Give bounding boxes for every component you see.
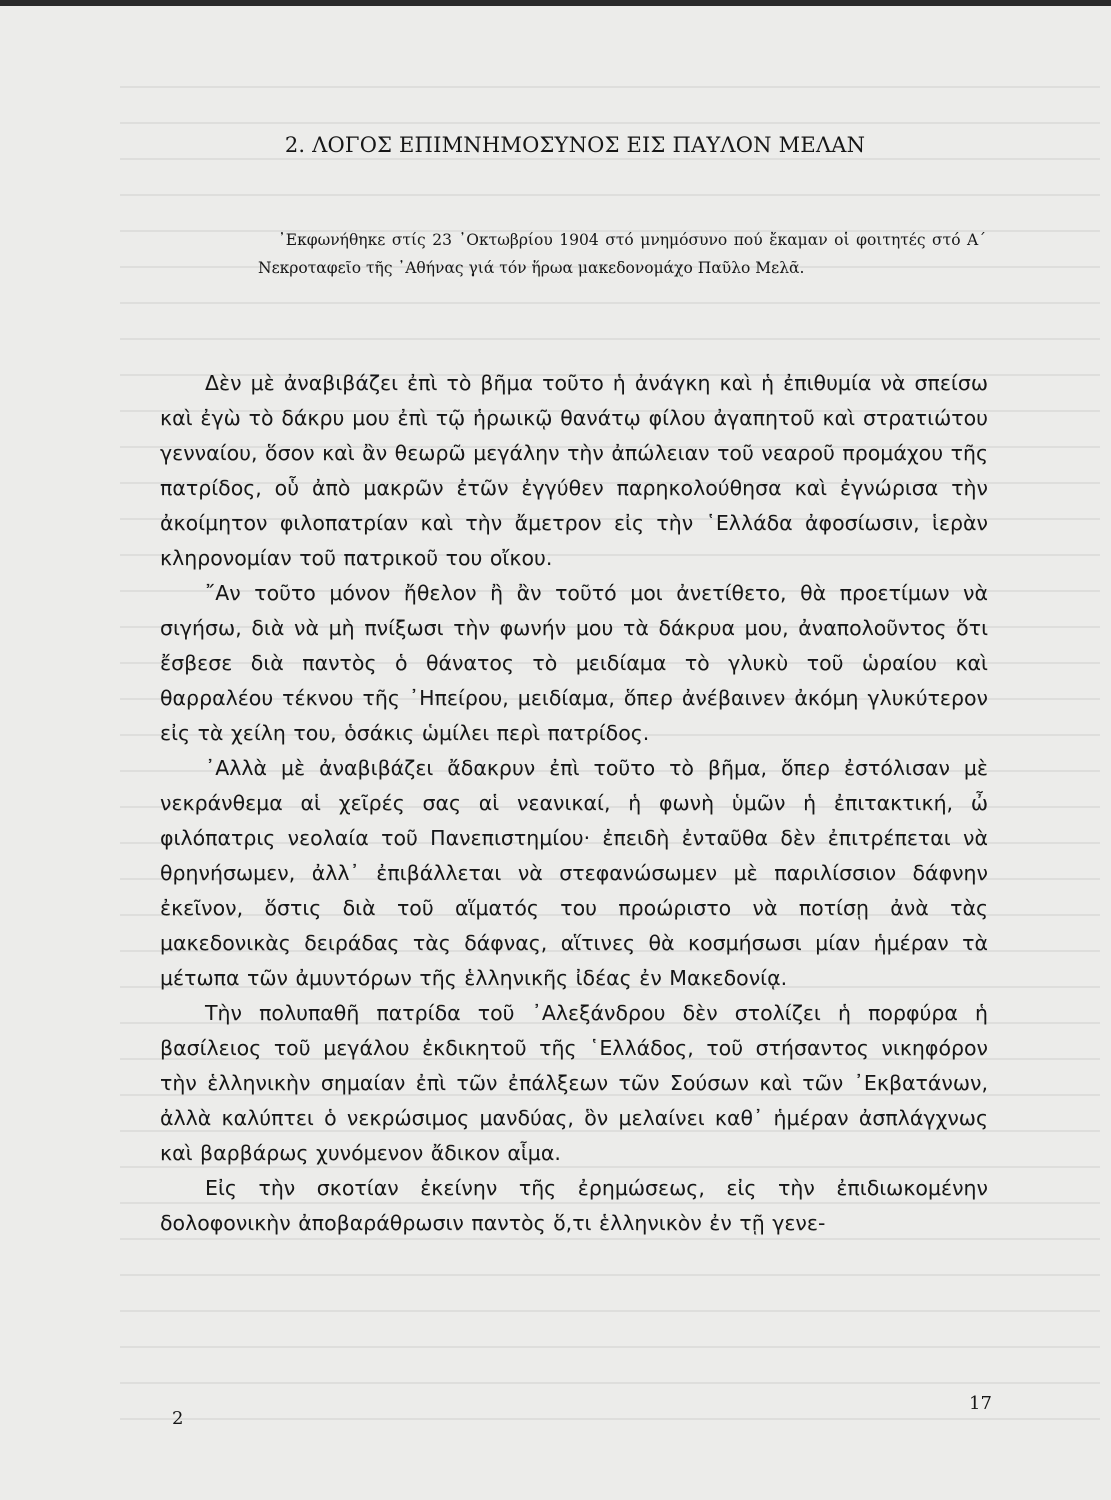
paragraph-2: ῎Αν τοῦτο μόνον ἤθελον ἢ ἂν τοῦτό μοι ἀνετίθετο, θὰ προετίμων νὰ σιγήσω, διὰ νὰ μὴ πνίξωσι τὴν φωνήν μου τὰ δάκρυα μου, ἀναπολοῦντος ὅτι ἔσβεσε διὰ παντὸς ὁ θάνατος τὸ μειδίαμα τὸ γλυκὺ τοῦ ὡραίου καὶ θαρραλέου τέκνου τῆς ᾿Ηπείρου, μειδίαμα, ὅπερ ἀνέβαινεν ἀκόμη γλυκύτερον εἰς τὰ χείλη του, ὁσάκις ὡμίλει περὶ πατρίδος. bbox=[160, 581, 988, 745]
paragraph-3: ᾿Αλλὰ μὲ ἀναβιβάζει ἄδακρυν ἐπὶ τοῦτο τὸ βῆμα, ὅπερ ἐστόλισαν μὲ νεκράνθεμα αἱ χεῖρές σας αἱ νεανικαί, ἡ φωνὴ ὑμῶν ἡ ἐπιτακτική, ὦ φιλόπατρις νεολαία τοῦ Πανεπιστημίου· ἐπειδὴ ἐνταῦθα δὲν ἐπιτρέπεται νὰ θρηνήσωμεν, ἀλλ᾿ ἐπιβάλλεται νὰ στεφανώσωμεν μὲ παριλίσσιον δάφνην ἐκεῖνον, ὅστις διὰ τοῦ αἵματός του προώριστο νὰ ποτίσῃ ἀνὰ τὰς μακεδονικὰς δειράδας τὰς δάφνας, αἵτινες θὰ κοσμήσωσι μίαν ἡμέραν τὰ μέτωπα τῶν ἀμυντόρων τῆς ἑλληνικῆς ἰδέας ἐν Μακεδονίᾳ. bbox=[160, 756, 988, 990]
delivery-note: ᾿Εκφωνήθηκε στίς 23 ᾿Οκτωβρίου 1904 στό μνημόσυνο πού ἔκαμαν οἱ φοιτητές στό Α΄ Νεκροταφεῖο τῆς ᾿Αθήνας γιά τόν ἥρωα μακεδονομάχο Παῦλο Μελᾶ. bbox=[258, 231, 986, 277]
speech-body bbox=[160, 366, 988, 1241]
signature-mark: 2 bbox=[172, 1408, 184, 1429]
paragraph-5: Εἰς τὴν σκοτίαν ἐκείνην τῆς ἐρημώσεως, εἰς τὴν ἐπιδιωκομένην δολοφονικὴν ἀποβαράθρωσιν παντὸς ὅ,τι ἑλληνικὸν ἐν τῇ γενε- bbox=[160, 1176, 988, 1235]
chapter-title: 2. ΛΟΓΟΣ ΕΠΙΜΝΗΜΟΣΥΝΟΣ ΕΙΣ ΠΑΥΛΟΝ ΜΕΛΑΝ bbox=[284, 133, 866, 157]
paragraph-4: Τὴν πολυπαθῆ πατρίδα τοῦ ᾿Αλεξάνδρου δὲν στολίζει ἡ πορφύρα ἡ βασίλειος τοῦ μεγάλου ἐκδικητοῦ τῆς ῾Ελλάδος, τοῦ στήσαντος νικηφόρον τὴν ἑλληνικὴν σημαίαν ἐπὶ τῶν ἐπάλξεων τῶν Σούσων καὶ τῶν ᾿Εκβατάνων, ἀλλὰ καλύπτει ὁ νεκρώσιμος μανδύας, ὃν μελαίνει καθ᾿ ἡμέραν ἀσπλάγχνως καὶ βαρβάρως χυνόμενον ἄδικον αἷμα. bbox=[160, 1001, 988, 1165]
paragraph-1: Δὲν μὲ ἀναβιβάζει ἐπὶ τὸ βῆμα τοῦτο ἡ ἀνάγκη καὶ ἡ ἐπιθυμία νὰ σπείσω καὶ ἐγὼ τὸ δάκρυ μου ἐπὶ τῷ ἡρωικῷ θανάτῳ φίλου ἀγαπητοῦ καὶ στρατιώτου γενναίου, ὅσον καὶ ἂν θεωρῶ μεγάλην τὴν ἀπώλειαν τοῦ νεαροῦ προμάχου τῆς πατρίδος, οὗ ἀπὸ μακρῶν ἐτῶν ἐγγύθεν παρηκολούθησα καὶ ἐγνώρισα τὴν ἀκοίμητον φιλοπατρίαν καὶ τὴν ἄμετρον εἰς τὴν ῾Ελλάδα ἀφοσίωσιν, ἱερὰν κληρονομίαν τοῦ πατρικοῦ του οἴκου. bbox=[160, 371, 988, 570]
page-number: 17 bbox=[969, 1393, 992, 1414]
